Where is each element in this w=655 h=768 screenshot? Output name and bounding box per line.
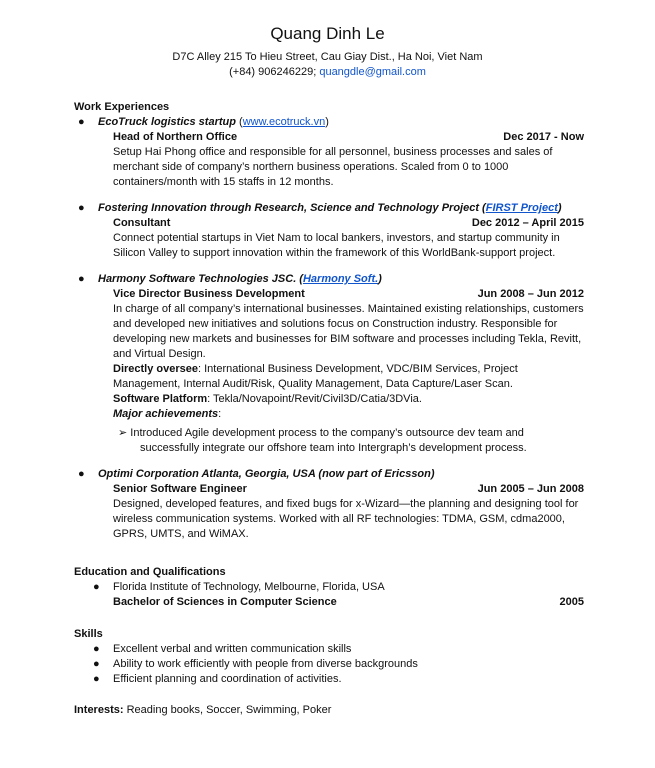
degree (74, 595, 584, 610)
skill-text: Ability to work efficiently with people from diverse backgrounds (113, 658, 418, 670)
skills-section (74, 627, 584, 687)
skill-item (74, 672, 584, 687)
major-achievements-heading: Major achievements: (113, 408, 222, 420)
job-company (74, 467, 584, 482)
company-name: Harmony Software Technologies JSC. (98, 273, 297, 285)
job-company: ● EcoTruck logistics startup (www.ecotruck.vn) (78, 116, 329, 128)
interests-label: Interests: (74, 704, 124, 716)
company-website-link[interactable]: www.ecotruck.vn (242, 116, 326, 128)
oversee-label: Directly oversee (113, 363, 198, 375)
role-dates: Dec 2012 – April 2015 (471, 217, 584, 229)
bullet: ● (78, 468, 85, 480)
arrow-bullet-icon: ➢ (118, 427, 128, 439)
resume-header (0, 0, 655, 80)
phone: (+84) 906246229; (229, 66, 320, 78)
interests-section (74, 703, 584, 718)
project-link[interactable]: FIRST Project (485, 202, 558, 214)
school-item (74, 580, 584, 595)
job-description: Setup Hai Phong office and responsible for all personnel, business processes and sales of merchant side of company’s northern business operations. Scaled from 0 to 1000 containers/month with 15 staffs in 12 months. (113, 146, 553, 188)
job-company: ● Harmony Software Technologies JSC. (Harmony Soft.) (78, 273, 382, 285)
bullet: ● (78, 116, 85, 128)
work-experience-section (74, 100, 584, 542)
role-title: Senior Software Engineer (113, 483, 247, 495)
software-platform (74, 392, 584, 407)
role-title: Consultant (113, 217, 171, 229)
email-link[interactable]: quangdle@gmail.com (319, 66, 426, 78)
school-name: Florida Institute of Technology, Melbourne, Florida, USA (113, 581, 385, 593)
achievement-text: Introduced Agile development process to the company’s outsource dev team and successfully integrate our offshore team into Intergraph’s development process. (130, 427, 527, 454)
role-dates: Jun 2005 – Jun 2008 (477, 483, 584, 495)
work-section-title: Work Experiences (74, 101, 170, 113)
role-dates: Dec 2017 - Now (503, 131, 584, 143)
job-role (74, 216, 584, 231)
bullet: ● (78, 273, 85, 285)
skill-text: Excellent verbal and written communication skills (113, 643, 352, 655)
bullet: ● (93, 673, 100, 685)
candidate-name: Quang Dinh Le (270, 24, 385, 43)
interests-line (74, 703, 584, 718)
bullet: ● (93, 643, 100, 655)
platform-label: Software Platform (113, 393, 208, 405)
achievement-item (74, 426, 584, 456)
interests-text: Reading books, Soccer, Swimming, Poker (123, 704, 332, 716)
job-company: ● Fostering Innovation through Research, Science and Technology Project (FIRST Project) (78, 202, 562, 214)
education-section (74, 565, 584, 610)
bullet: ● (93, 658, 100, 670)
role-dates: Jun 2008 – Jun 2012 (477, 288, 584, 300)
education-section-title: Education and Qualifications (74, 566, 226, 578)
achievements-label: Major achievements (113, 408, 219, 420)
company-name: EcoTruck logistics startup (98, 116, 236, 128)
bullet: ● (78, 202, 85, 214)
job-description: Connect potential startups in Viet Nam to local bankers, investors, and startup community in Silicon Valley to support innovation within the framework of this WorldBank-support project. (113, 232, 560, 259)
company-name: Fostering Innovation through Research, Science and Technology Project (98, 202, 479, 214)
degree-name: Bachelor of Sciences in Computer Science (113, 596, 337, 608)
job-role (74, 130, 584, 145)
company-name: Optimi Corporation Atlanta, Georgia, USA (now part of Ericsson) (98, 468, 435, 480)
bullet: ● (93, 581, 100, 593)
role-title: Head of Northern Office (113, 131, 238, 143)
contact-line (0, 65, 655, 80)
job-description: Designed, developed features, and fixed bugs for x-Wizard—the planning and designing tool for wireless communication systems. Worked with all RF technologies: TDMA, GSM, cdma2000, GPRS, UMTS, and WiMAX. (113, 498, 579, 540)
platform-text: : Tekla/Novapoint/Revit/Civil3D/Catia/3DVia. (207, 393, 422, 405)
skill-item (74, 642, 584, 657)
oversee-text: : International Business Development, VDC/BIM Services, Project Management, Internal Audit/Risk, Quality Management, Data Capture/Laser Scan. (113, 363, 518, 390)
directly-oversee (74, 362, 584, 392)
company-website-link[interactable]: Harmony Soft. (302, 273, 379, 285)
job-role (74, 482, 584, 497)
address: D7C Alley 215 To Hieu Street, Cau Giay Dist., Ha Noi, Viet Nam (172, 51, 483, 63)
degree-year: 2005 (559, 596, 584, 608)
skills-section-title: Skills (74, 628, 103, 640)
skill-item (74, 657, 584, 672)
skill-text: Efficient planning and coordination of activities. (113, 673, 342, 685)
job-role (74, 287, 584, 302)
job-description: In charge of all company’s international businesses. Maintained existing relationships, customers and developed new initiatives and solutions focus on Construction industry. Responsible for developing new markets and businesses for BIM software and processes including Tekla, Revitt, and Virtual Design. (113, 303, 584, 360)
role-title: Vice Director Business Development (113, 288, 305, 300)
